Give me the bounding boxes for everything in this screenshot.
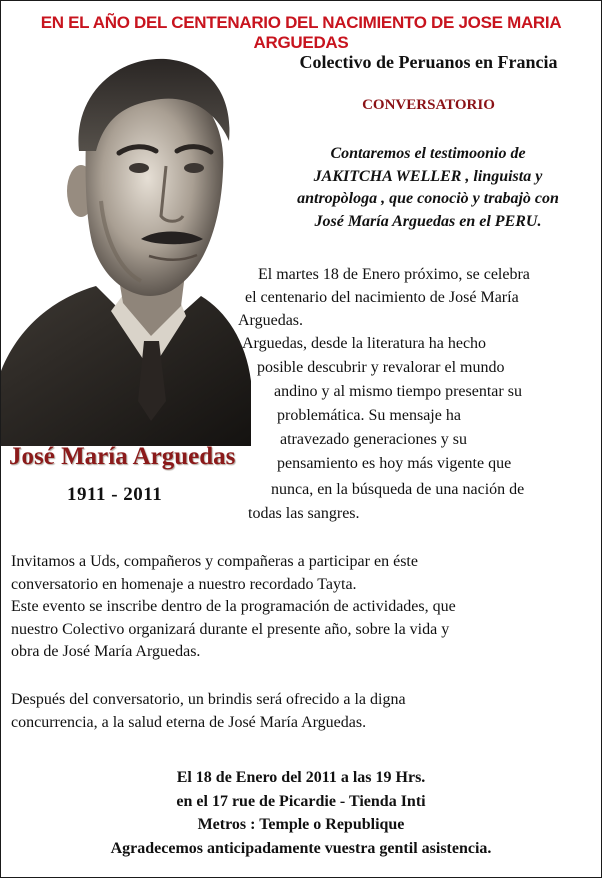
- testimony-line: antropòloga , que conociò y trabajò con: [297, 190, 559, 207]
- event-date-time: El 18 de Enero del 2011 a las 19 Hrs.: [176, 769, 426, 786]
- intro-line: el centenario del nacimiento de José María: [245, 289, 519, 306]
- intro-line: Arguedas, desde la literatura ha hecho: [242, 335, 487, 352]
- testimony-line: José María Arguedas en el PERU.: [314, 212, 542, 230]
- event-details: [1, 766, 601, 860]
- testimony-announcement: [263, 143, 593, 233]
- toast-paragraph: [11, 689, 596, 734]
- testimony-line: Contaremos el testimoonio de: [330, 145, 526, 162]
- thanks-line: Agradecemos anticipadamente vuestra gentil asistencia.: [110, 839, 492, 857]
- portrait-years: 1911 - 2011: [67, 484, 163, 505]
- organization-name: Colectivo de Peruanos en Francia: [299, 52, 558, 72]
- portrait-name: José María Arguedas: [9, 443, 236, 470]
- intro-line: Arguedas.: [238, 312, 304, 329]
- intro-line: todas las sangres.: [248, 505, 360, 522]
- event-metro: Metros : Temple o Republique: [197, 816, 405, 833]
- toast-line: Después del conversatorio, un brindis será ofrecido a la digna: [11, 691, 406, 708]
- toast-line: concurrencia, a la salud eterna de José María Arguedas.: [11, 713, 367, 731]
- headline: EN EL AÑO DEL CENTENARIO DEL NACIMIENTO DE JOSE MARIA ARGUEDAS: [40, 13, 562, 52]
- invitation-line: nuestro Colectivo organizará durante el presente año, sobre la vida y: [11, 620, 450, 638]
- invitation-paragraph: [11, 551, 596, 664]
- intro-line: problemática. Su mensaje ha: [277, 407, 461, 424]
- portrait-photo: [1, 41, 251, 446]
- intro-line: El martes 18 de Enero próximo, se celebra: [258, 266, 530, 283]
- invitation-line: Este evento se inscribe dentro de la programación de actividades, que: [11, 598, 456, 615]
- testimony-line: JAKITCHA WELLER , linguista y: [313, 167, 543, 185]
- event-location: en el 17 rue de Picardie - Tienda Inti: [176, 792, 426, 810]
- invitation-line: conversatorio en homenaje a nuestro recordado Tayta.: [11, 575, 357, 593]
- event-type: CONVERSATORIO: [362, 97, 495, 113]
- invitation-line: Invitamos a Uds, compañeros y compañeras a participar en éste: [11, 553, 418, 570]
- intro-line: nunca, en la búsqueda de una nación de: [271, 481, 525, 498]
- intro-line: posible descubrir y revalorar el mundo: [257, 359, 505, 376]
- invitation-line: obra de José María Arguedas.: [11, 643, 201, 660]
- intro-line: andino y al mismo tiempo presentar su: [274, 383, 522, 400]
- intro-line: atravezado generaciones y su: [280, 431, 468, 448]
- intro-line: pensamiento es hoy más vigente que: [277, 455, 512, 472]
